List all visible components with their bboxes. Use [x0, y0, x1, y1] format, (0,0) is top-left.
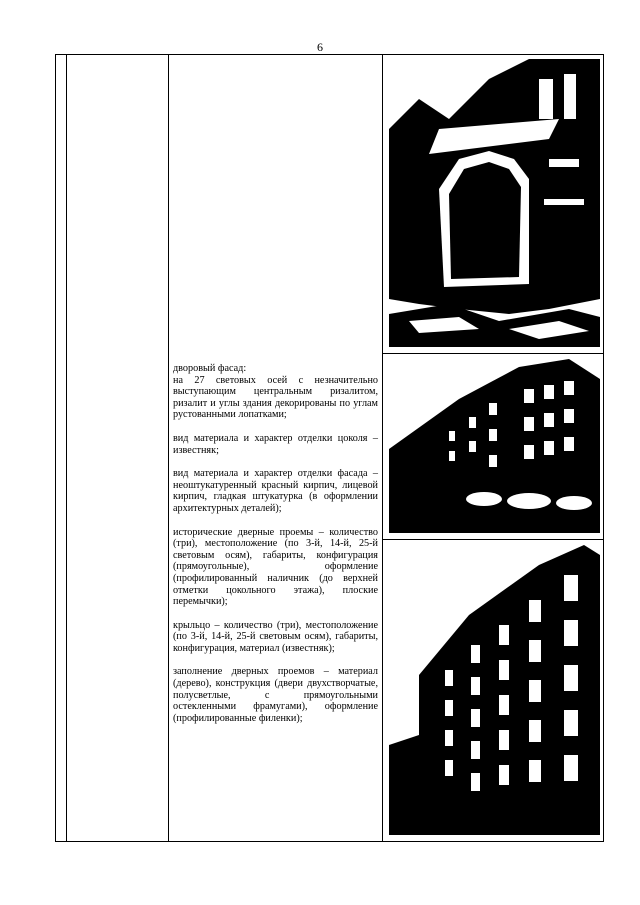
column-divider-3: [382, 55, 383, 841]
description-paragraph: крыльцо – количество (три), местоположение (по 3-й, 14-й, 25-й световым осям), габариты, конфигурация, материал (известняк);: [173, 619, 378, 654]
description-paragraph: вид материала и характер отделки фасада – неоштукатуренный красный кирпич, лицевой кирпич, гладкая штукатурка (в оформлении архитектурных деталей);: [173, 468, 378, 514]
courtyard-facade-photo: [389, 359, 600, 533]
corner-facade-photo: [389, 545, 600, 835]
description-paragraph: дворовый фасад: на 27 световых осей с незначительно выступающим центральным ризалитом, ризалит и углы здания декорированы по углам рустованными лопатками;: [173, 363, 378, 421]
description-paragraph: заполнение дверных проемов – материал (дерево), конструкция (двери двухстворчатые, полусветлые, с прямоугольными остекленными фрамугами), оформление (профилированные филенки);: [173, 666, 378, 724]
archway-photo: [389, 59, 600, 347]
description-text: [173, 363, 378, 736]
photo-row-divider-1: [382, 353, 603, 354]
page-number: 6: [317, 40, 323, 54]
photo-row-divider-2: [382, 539, 603, 540]
description-paragraph: исторические дверные проемы – количество (три), местоположение (по 3-й, 14-й, 25-й световым осям), габариты, конфигурация (прямоугольные), оформление (профилированный наличник (до верхней отметки цокольного этажа), плоские перемычки);: [173, 526, 378, 608]
description-paragraph: вид материала и характер отделки цоколя – известняк;: [173, 432, 378, 456]
column-divider-2: [168, 55, 169, 841]
column-divider-1: [66, 55, 67, 841]
description-table: [55, 54, 604, 842]
